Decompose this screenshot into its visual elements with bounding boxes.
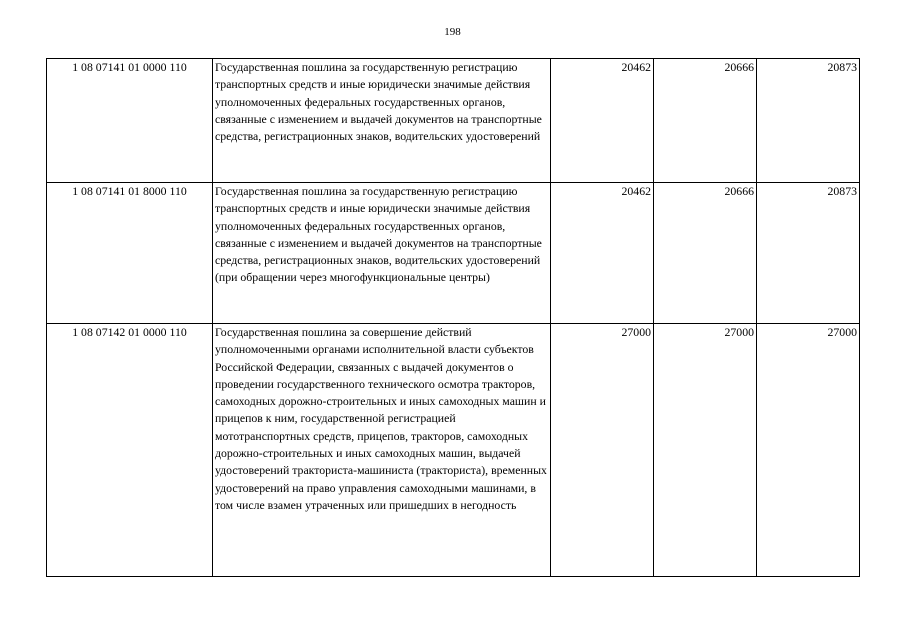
description-cell: Государственная пошлина за государственную регистрацию транспортных средств и иные юридически значимые действия уполномоченных федеральных государственных органов, связанные с изменением и выдачей документов на транспортные средства, регистрационных знаков, водительских удостоверений bbox=[213, 59, 551, 183]
page-number: 198 bbox=[444, 26, 461, 38]
budget-code-cell: 1 08 07142 01 0000 110 bbox=[47, 324, 213, 577]
table-row bbox=[47, 59, 860, 183]
value-cell-year-3: 27000 bbox=[757, 324, 860, 577]
table-row bbox=[47, 183, 860, 324]
value-cell-year-1: 20462 bbox=[551, 183, 654, 324]
value-cell-year-1: 20462 bbox=[551, 59, 654, 183]
budget-code-cell: 1 08 07141 01 8000 110 bbox=[47, 183, 213, 324]
budget-table bbox=[46, 58, 860, 577]
value-cell-year-2: 27000 bbox=[654, 324, 757, 577]
value-cell-year-2: 20666 bbox=[654, 59, 757, 183]
value-cell-year-3: 20873 bbox=[757, 183, 860, 324]
description-cell: Государственная пошлина за государственную регистрацию транспортных средств и иные юридически значимые действия уполномоченных федеральных государственных органов, связанные с изменением и выдачей документов на транспортные средства, регистрационных знаков, водительских удостоверений (при обращении через многофункциональные центры) bbox=[213, 183, 551, 324]
description-cell: Государственная пошлина за совершение действий уполномоченными органами исполнительной власти субъектов Российской Федерации, связанных с выдачей документов о проведении государственного технического осмотра тракторов, самоходных дорожно-строительных и иных самоходных машин и прицепов к ним, государственной регистрацией мототранспортных средств, прицепов, тракторов, самоходных дорожно-строительных и иных самоходных машин, выдачей удостоверений тракториста-машиниста (тракториста), временных удостоверений на право управления самоходными машинами, в том числе взамен утраченных или пришедших в негодность bbox=[213, 324, 551, 577]
table-row bbox=[47, 324, 860, 577]
budget-code-cell: 1 08 07141 01 0000 110 bbox=[47, 59, 213, 183]
value-cell-year-2: 20666 bbox=[654, 183, 757, 324]
value-cell-year-3: 20873 bbox=[757, 59, 860, 183]
value-cell-year-1: 27000 bbox=[551, 324, 654, 577]
